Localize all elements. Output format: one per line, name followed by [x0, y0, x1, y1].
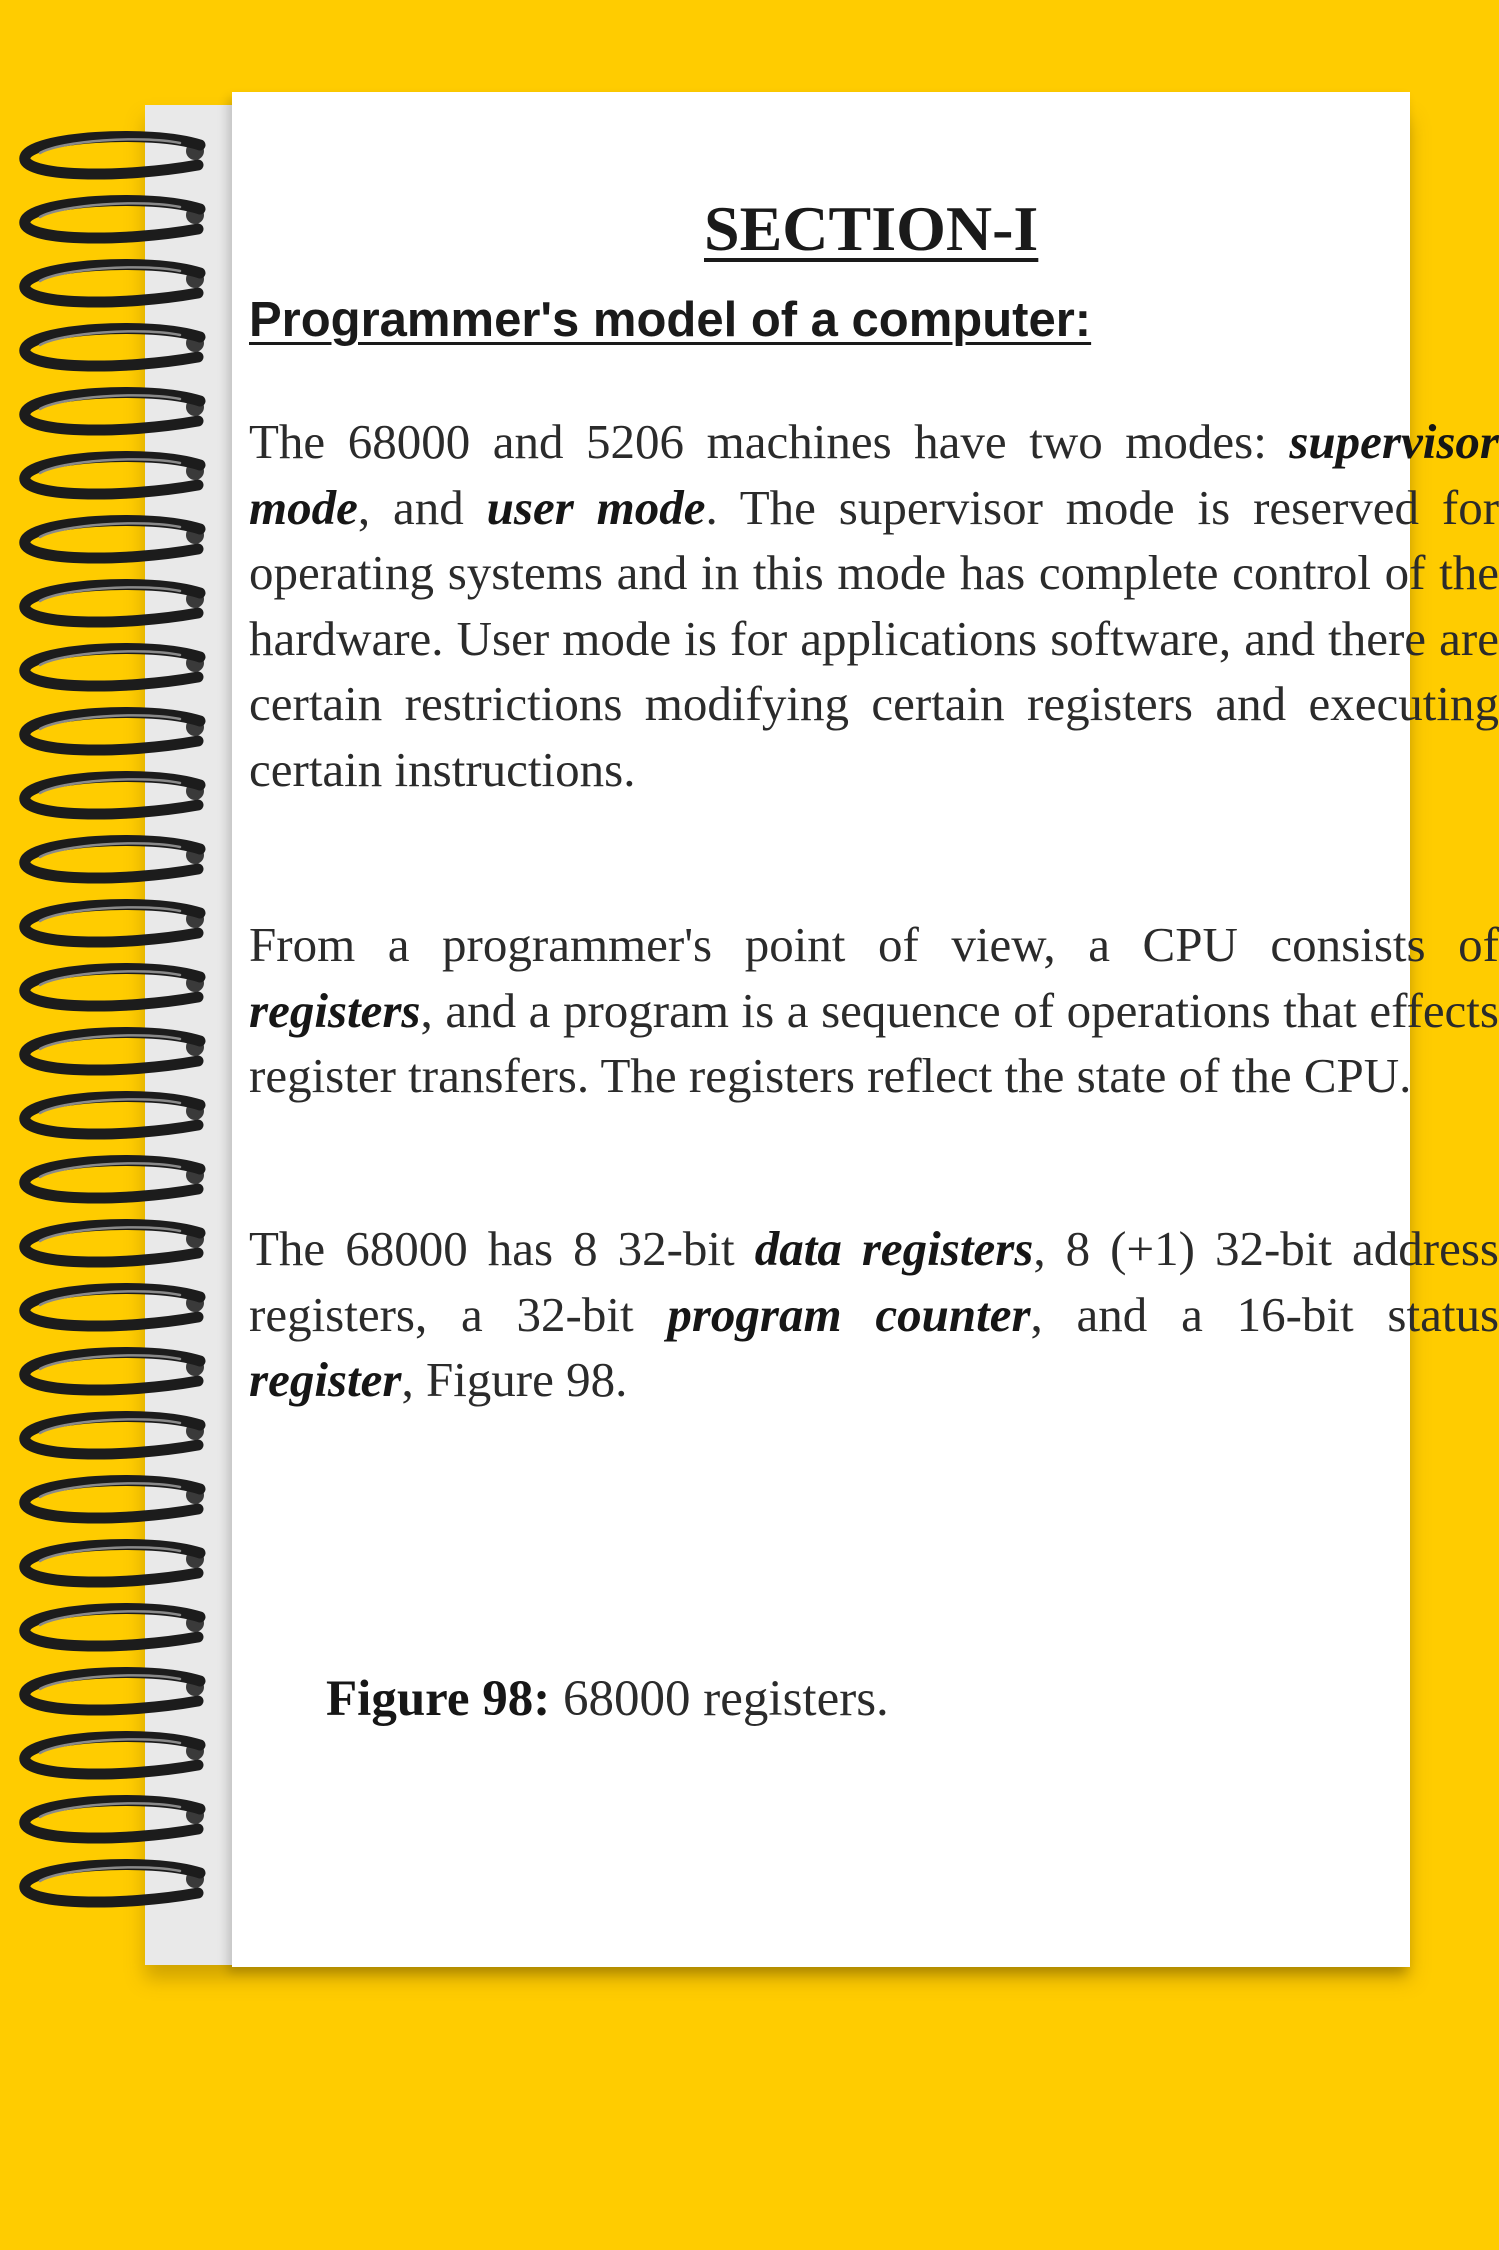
emphasis-term: supervisor mode: [249, 414, 1499, 535]
text-run: The 68000 and 5206 machines have two modes:: [249, 414, 1290, 469]
spiral-coil: [25, 264, 204, 302]
spiral-coil: [25, 712, 204, 750]
spiral-coil: [25, 1160, 204, 1198]
spiral-coil: [25, 1032, 204, 1070]
paragraph-registers-view: [249, 912, 1499, 1109]
spiral-coil: [25, 968, 204, 1006]
spiral-coil: [25, 328, 204, 366]
spiral-coil: [25, 1416, 204, 1454]
spiral-coil: [25, 1096, 204, 1134]
notebook-page: [232, 92, 1499, 1967]
figure-caption: [326, 1670, 889, 1728]
emphasis-term: user mode: [486, 479, 706, 535]
text-run: . The supervisor mode is reserved for operating systems and in this mode has complete control of the hardware. User mode is for applications software, and there are certain restrictions modifying certain registers and executing certain instructions.: [249, 479, 1499, 797]
section-title: SECTION-I: [704, 193, 1039, 264]
spiral-coil: [25, 200, 204, 238]
text-run: The 68000 has 8 32-bit: [249, 1221, 755, 1276]
spiral-coil: [25, 1544, 204, 1582]
spiral-coil: [25, 904, 204, 942]
spiral-coil: [25, 520, 204, 558]
spiral-coil: [25, 392, 204, 430]
spiral-coil: [25, 1224, 204, 1262]
text-run: From a programmer's point of view, a CPU consists of: [249, 917, 1499, 972]
spiral-coil: [25, 1672, 204, 1710]
spiral-coil: [25, 1864, 204, 1902]
emphasis-term: data registers: [754, 1221, 1034, 1276]
spiral-coil: [25, 1288, 204, 1326]
spiral-coil: [25, 1736, 204, 1774]
emphasis-term: program counter: [667, 1286, 1031, 1342]
text-run: , Figure 98.: [401, 1352, 628, 1407]
spiral-coil: [25, 584, 204, 622]
text-run: , 8 (+1) 32-bit address registers, a 32-bit: [249, 1221, 1499, 1342]
figure-caption-label: Figure 98:: [326, 1671, 551, 1727]
spiral-coil: [25, 648, 204, 686]
spiral-coil: [25, 840, 204, 878]
emphasis-term: registers: [249, 982, 421, 1038]
paragraph-68000-registers: [249, 1216, 1499, 1413]
spiral-coil: [25, 1352, 204, 1390]
spiral-coil: [25, 136, 204, 174]
spiral-coil: [25, 776, 204, 814]
spiral-coil: [25, 456, 204, 494]
text-run: , and: [357, 479, 487, 535]
figure-caption-text: 68000 registers.: [550, 1671, 889, 1727]
spiral-coil: [25, 1800, 204, 1838]
text-run: , and a program is a sequence of operations that effects register transfers. The registers reflect the state of the CPU.: [249, 982, 1499, 1103]
spiral-binding: [0, 120, 240, 1980]
emphasis-term: register: [249, 1352, 402, 1407]
text-run: , and a 16-bit status: [1030, 1286, 1499, 1342]
spiral-coil: [25, 1608, 204, 1646]
section-heading: Programmer's model of a computer:: [249, 293, 1092, 347]
spiral-coil: [25, 1480, 204, 1518]
paragraph-modes: [249, 409, 1499, 802]
